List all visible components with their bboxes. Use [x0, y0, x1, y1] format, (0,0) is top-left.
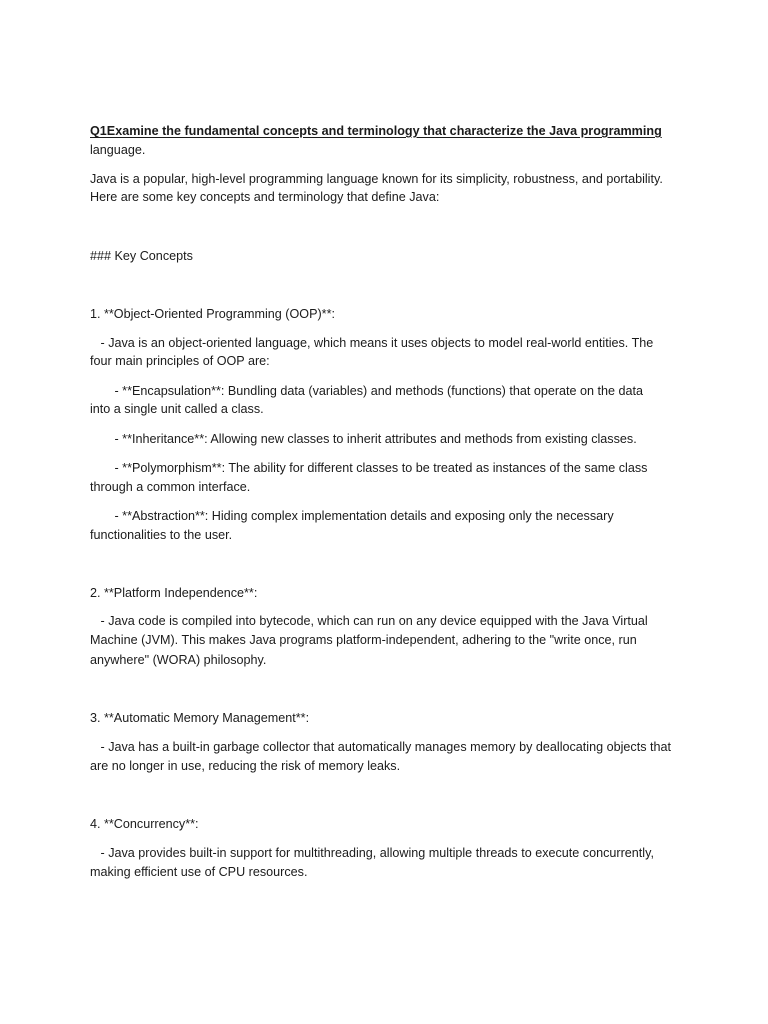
- section-3-line-2: are no longer in use, reducing the risk of memory leaks.: [90, 759, 401, 773]
- polymorphism-line-2: through a common interface.: [90, 480, 251, 494]
- question-title-continuation: language.: [90, 143, 146, 157]
- section-1-heading: 1. **Object-Oriented Programming (OOP)**:: [90, 307, 335, 321]
- question-title: Q1Examine the fundamental concepts and terminology that characterize the Java programming: [90, 124, 662, 138]
- section-2-line-2: Machine (JVM). This makes Java programs platform-independent, adhering to the "write once, run: [90, 633, 637, 647]
- section-2-heading: 2. **Platform Independence**:: [90, 586, 258, 600]
- section-4-line-1: - Java provides built-in support for multithreading, allowing multiple threads to execute concurrently,: [90, 846, 654, 860]
- encapsulation-line-2: into a single unit called a class.: [90, 402, 264, 416]
- intro-line-2: Here are some key concepts and terminology that define Java:: [90, 190, 440, 204]
- section-2-line-3: anywhere" (WORA) philosophy.: [90, 653, 267, 667]
- encapsulation-line-1: - **Encapsulation**: Bundling data (variables) and methods (functions) that operate on the data: [90, 384, 644, 398]
- inheritance-line: - **Inheritance**: Allowing new classes to inherit attributes and methods from existing classes.: [90, 432, 637, 446]
- section-1-line-1: - Java is an object-oriented language, which means it uses objects to model real-world entities. The: [90, 336, 654, 350]
- key-concepts-heading: ### Key Concepts: [90, 249, 193, 263]
- section-1-line-2: four main principles of OOP are:: [90, 354, 270, 368]
- section-4-line-2: making efficient use of CPU resources.: [90, 865, 308, 879]
- section-4-heading: 4. **Concurrency**:: [90, 817, 199, 831]
- abstraction-line-2: functionalities to the user.: [90, 528, 233, 542]
- abstraction-line-1: - **Abstraction**: Hiding complex implementation details and exposing only the necessary: [90, 509, 614, 523]
- polymorphism-line-1: - **Polymorphism**: The ability for different classes to be treated as instances of the same class: [90, 461, 648, 475]
- section-2-line-1: - Java code is compiled into bytecode, which can run on any device equipped with the Java Virtual: [90, 614, 648, 628]
- section-3-line-1: - Java has a built-in garbage collector that automatically manages memory by deallocating objects that: [90, 740, 672, 754]
- intro-line-1: Java is a popular, high-level programming language known for its simplicity, robustness, and portability.: [90, 172, 663, 186]
- section-3-heading: 3. **Automatic Memory Management**:: [90, 711, 310, 725]
